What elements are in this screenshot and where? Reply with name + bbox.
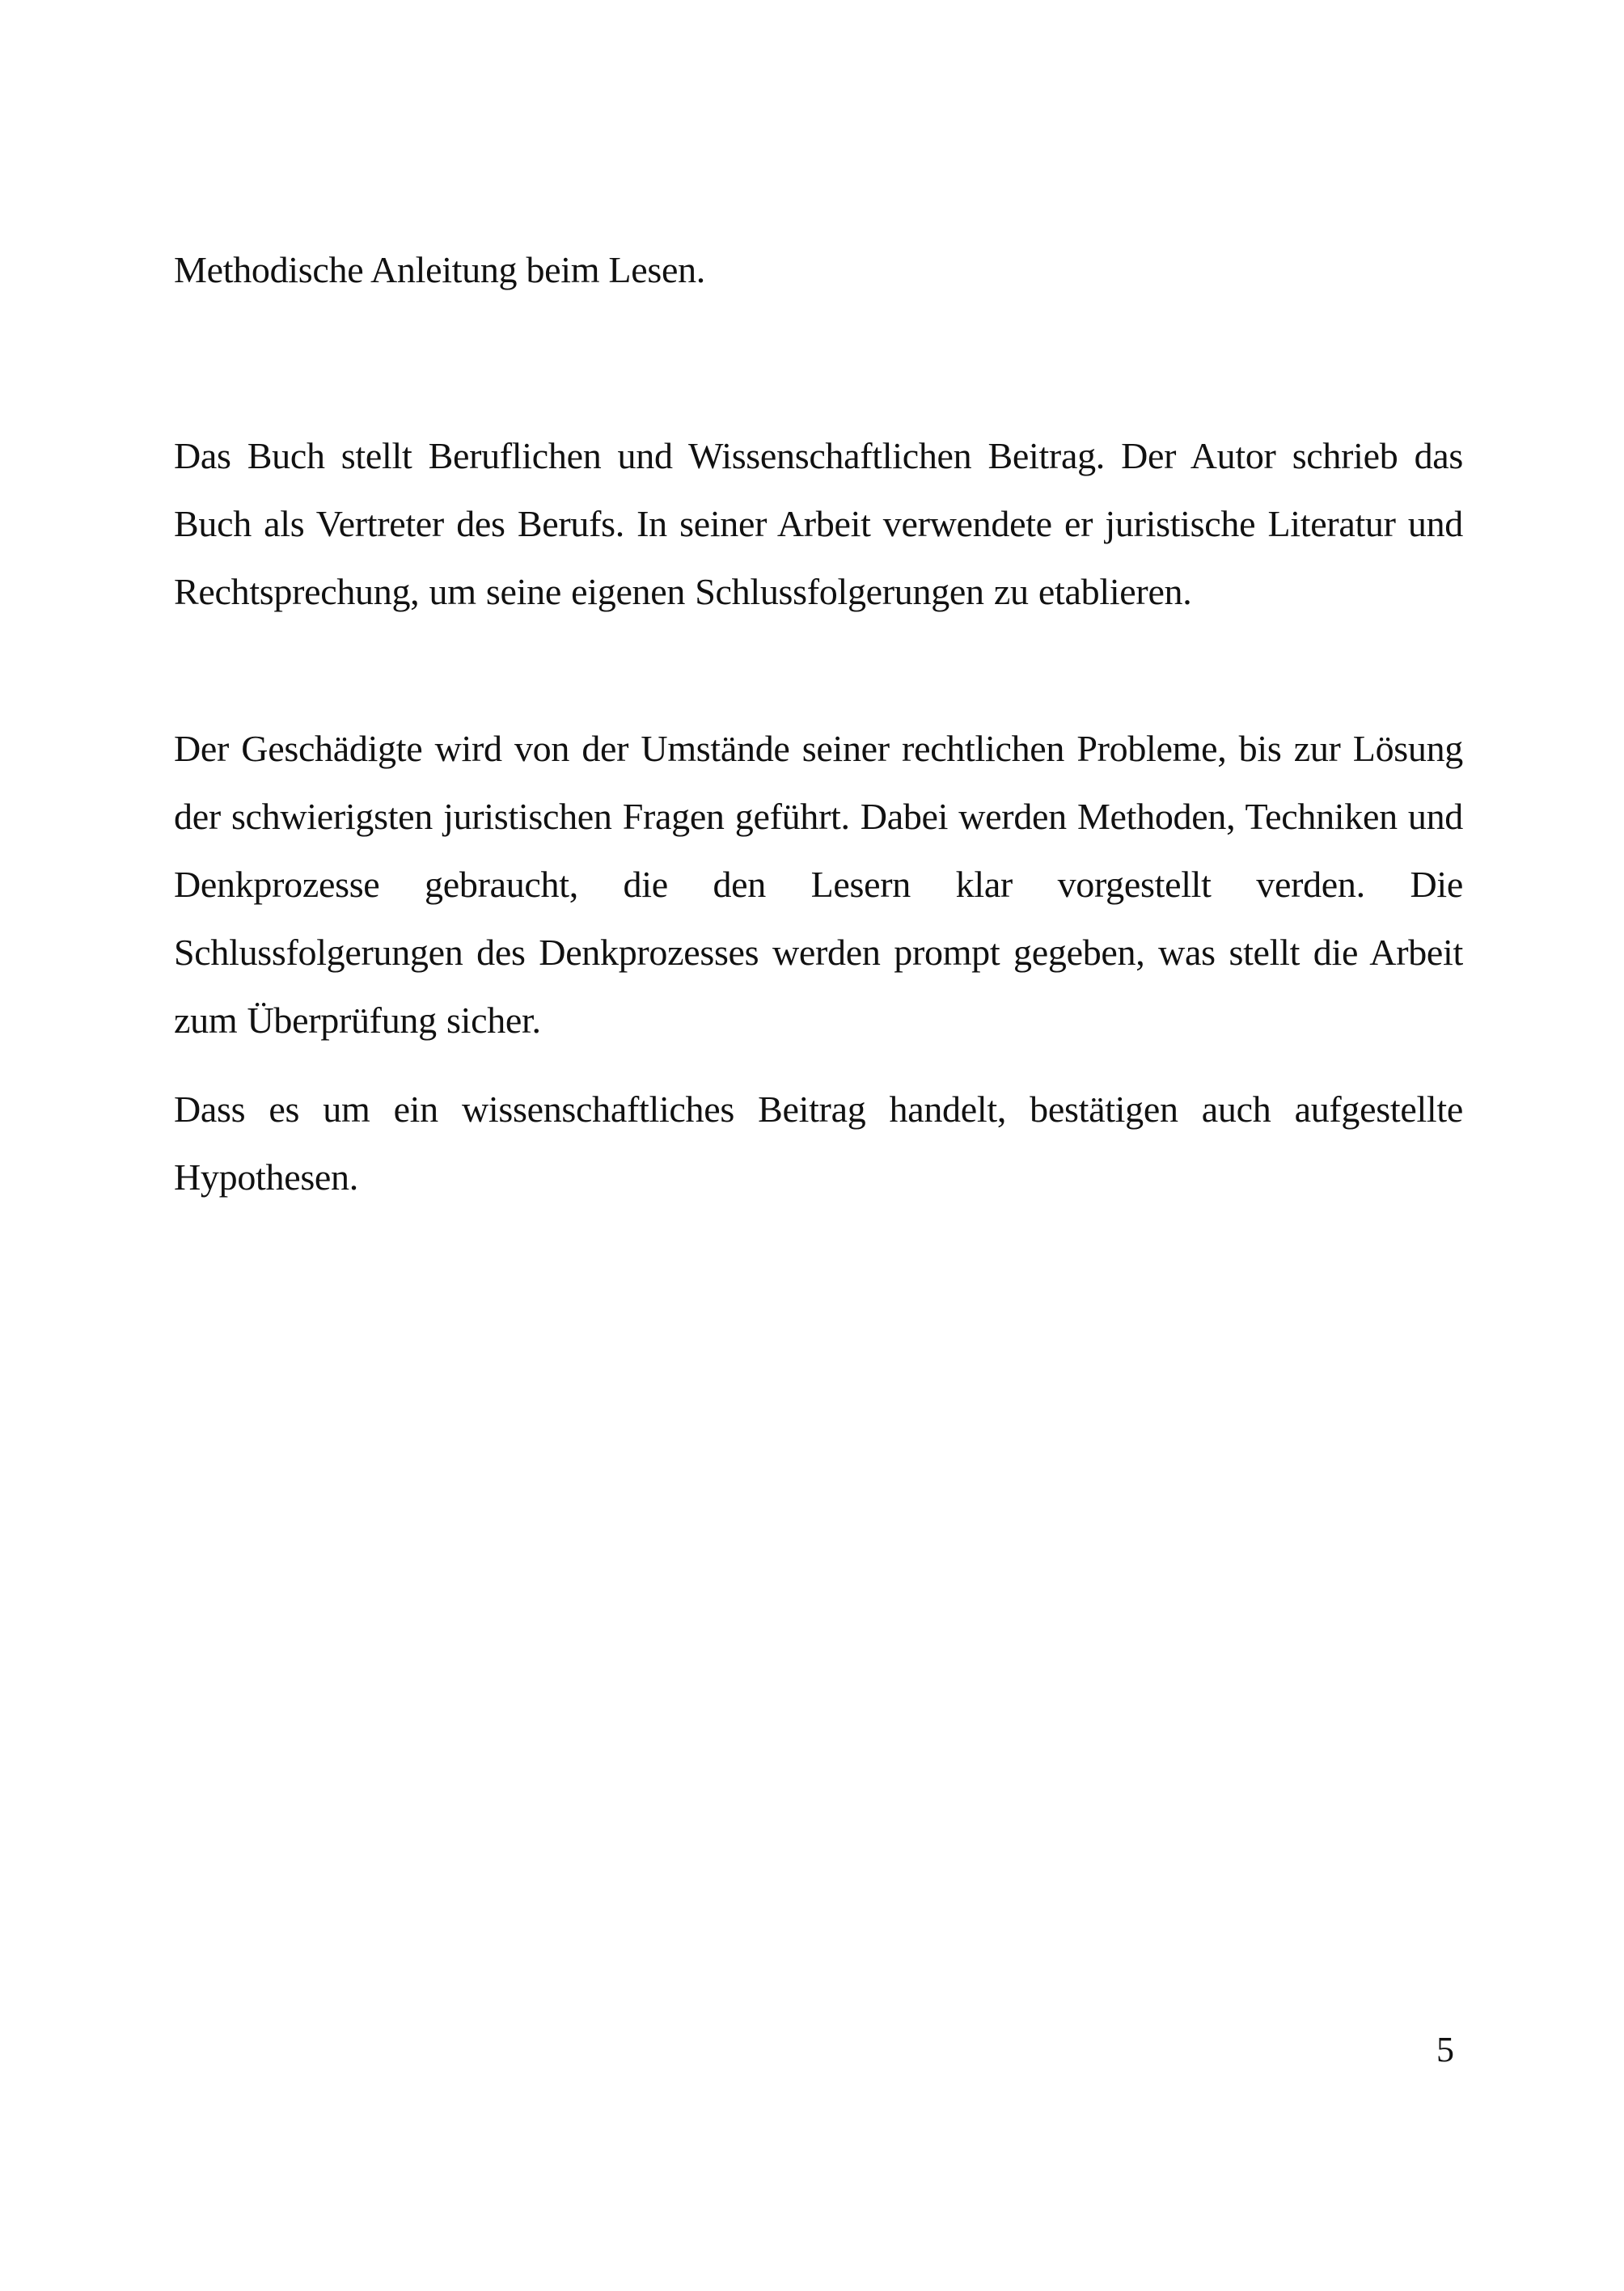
- section-heading: Methodische Anleitung beim Lesen.: [174, 249, 705, 290]
- paragraph-text: Das Buch stellt Beruflichen und Wissenschaftlichen Beitrag. Der Autor schrieb das Buch als Vertreter des Berufs. In seiner Arbeit verwendete er juristische Literatur und Rechtsprechung, um seine eigenen Schlussfolgerungen zu etablieren.: [174, 435, 1463, 612]
- paragraph-text: Dass es um ein wissenschaftliches Beitrag handelt, bestätigen auch aufgestellte Hypothesen.: [174, 1088, 1463, 1198]
- paragraph-3: [174, 1076, 1463, 1211]
- page-number: 5: [1436, 2030, 1454, 2069]
- paragraph-text: Der Geschädigte wird von der Umstände seiner rechtlichen Probleme, bis zur Lösung der schwierigsten juristischen Fragen geführt. Dabei werden Methoden, Techniken und Denkprozesse gebraucht, die den Lesern klar vorgestellt verden. Die Schlussfolgerungen des Denkprozesses werden prompt gegeben, was stellt die Arbeit zum Überprüfung sicher.: [174, 728, 1463, 1041]
- paragraph-2: [174, 715, 1463, 1055]
- paragraph-1: [174, 422, 1463, 626]
